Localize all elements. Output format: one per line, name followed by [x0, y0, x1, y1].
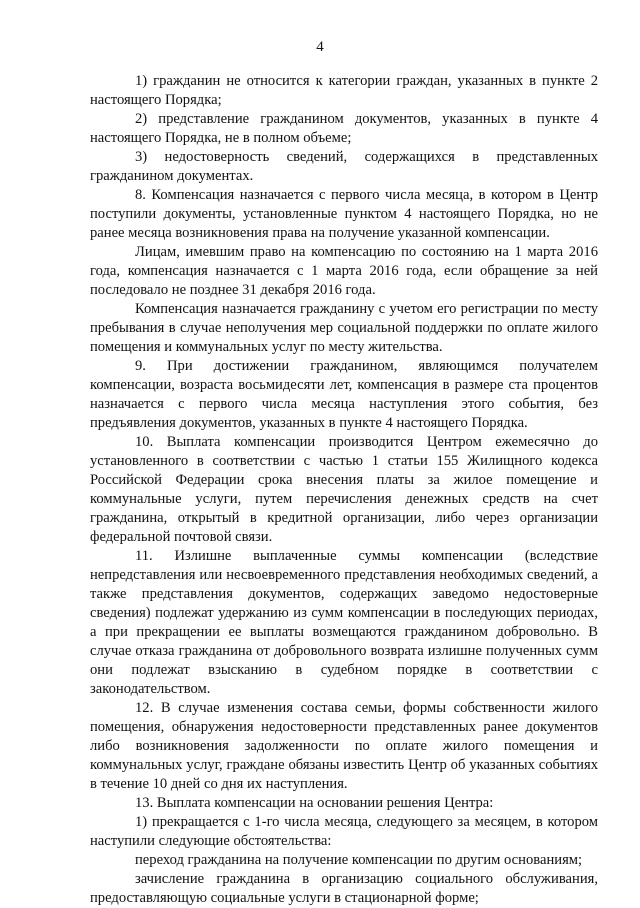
paragraph-7-item-1: 1) гражданин не относится к категории граждан, указанных в пункте 2 настоящего Порядка;: [90, 73, 598, 108]
paragraph-8-march-2016: Лицам, имевшим право на компенсацию по состоянию на 1 марта 2016 года, компенсация назначается с 1 марта 2016 года, если обращение за ней последовало не позднее 31 декабря 2016 года.: [90, 244, 598, 298]
paragraph-12: 12. В случае изменения состава семьи, формы собственности жилого помещения, обнаружения недостоверности представленных ранее документов либо возникновения задолженности по оплате жилого помещения и коммунальных услуг, граждане обязаны известить Центр об указанных событиях в течение 10 дней со дня их наступления.: [90, 700, 598, 792]
paragraph-13-enrollment: зачисление гражданина в организацию социального обслуживания, предоставляющую социальные услуги в стационарной форме;: [90, 871, 598, 906]
paragraph-11: 11. Излишне выплаченные суммы компенсации (вследствие непредставления или несвоевременного представления необходимых сведений, а также представления документов, содержащих заведомо недостоверные сведения) подлежат удержанию из сумм компенсации в последующих периодах, а при прекращении ее выплаты возмещаются гражданином добровольно. В случае отказа гражданина от добровольного возврата излишне полученных сумм они подлежат взысканию в судебном порядке в соответствии с законодательством.: [90, 548, 598, 697]
paragraph-8: 8. Компенсация назначается с первого числа месяца, в котором в Центр поступили документы, установленные пунктом 4 настоящего Порядка, но не ранее месяца возникновения права на получение указанной компенсации.: [90, 187, 598, 241]
paragraph-10: 10. Выплата компенсации производится Центром ежемесячно до установленного в соответствии с частью 1 статьи 155 Жилищного кодекса Российской Федерации срока внесения платы за жилое помещение и коммунальные услуги, путем перечисления денежных средств на счет гражданина, открытый в кредитной организации, либо через организации федеральной почтовой связи.: [90, 434, 598, 545]
paragraph-7-item-2: 2) представление гражданином документов, указанных в пункте 4 настоящего Порядка, не в полном объеме;: [90, 111, 598, 146]
paragraph-9: 9. При достижении гражданином, являющимся получателем компенсации, возраста восьмидесяти лет, компенсация в размере ста процентов назначается с первого числа месяца наступления этого события, без предъявления документов, указанных в пункте 4 настоящего Порядка.: [90, 358, 598, 431]
paragraph-8-registration: Компенсация назначается гражданину с учетом его регистрации по месту пребывания в случае неполучения мер социальной поддержки по оплате жилого помещения и коммунальных услуг по месту жительства.: [90, 301, 598, 355]
document-body: [90, 72, 598, 908]
paragraph-7-item-3: 3) недостоверность сведений, содержащихся в представленных гражданином документах.: [90, 149, 598, 184]
paragraph-13: 13. Выплата компенсации на основании решения Центра:: [135, 795, 494, 811]
paragraph-13-transfer: переход гражданина на получение компенсации по другим основаниям;: [135, 852, 583, 868]
page-number: 4: [316, 39, 324, 55]
paragraph-13-item-1: 1) прекращается с 1-го числа месяца, следующего за месяцем, в котором наступили следующие обстоятельства:: [90, 814, 598, 849]
